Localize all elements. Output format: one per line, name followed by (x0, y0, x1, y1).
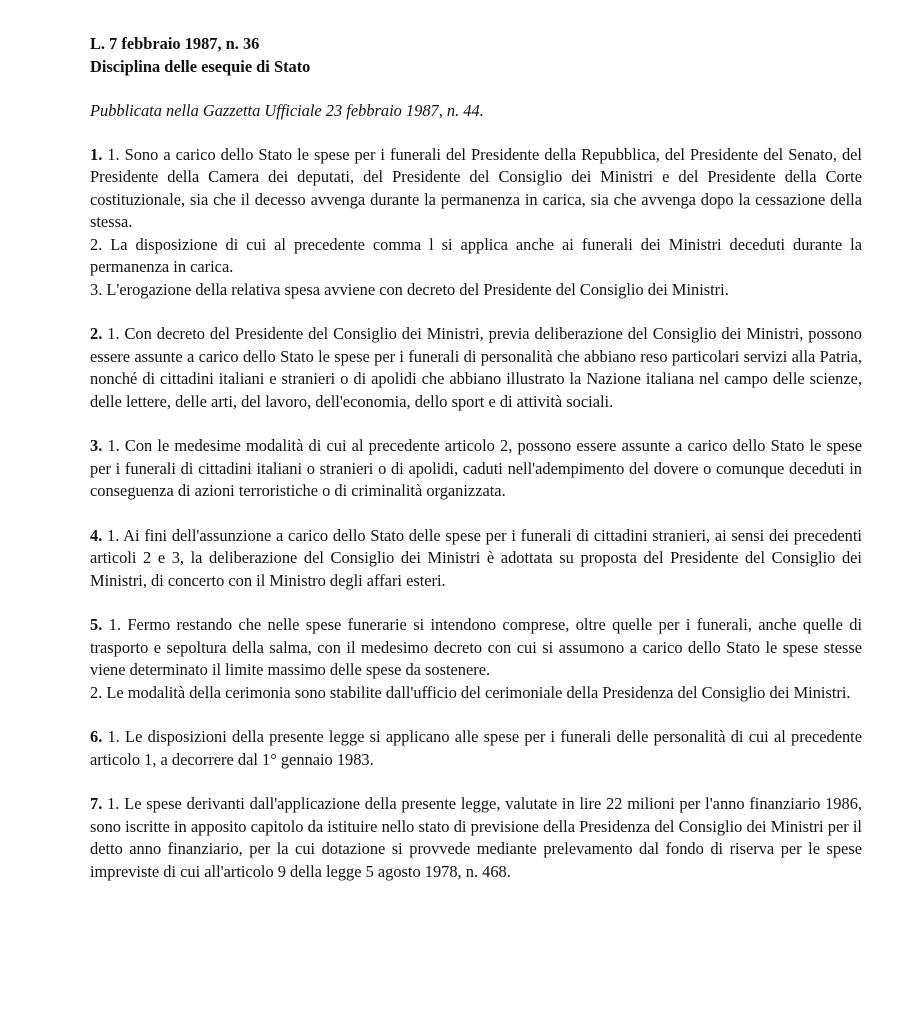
paragraph-text: 1. Con le medesime modalità di cui al precedente articolo 2, possono essere assunte a carico dello Stato le spese per i funerali di cittadini italiani o stranieri o di apolidi, caduti nell'adempimento del dovere o comunque deceduti in conseguenza di azioni terroristiche o di criminalità organizzata. (90, 436, 862, 500)
article-number: 1. (90, 144, 103, 164)
article-number: 3. (90, 436, 103, 455)
article-number: 5. (90, 615, 103, 634)
article-number: 7. (90, 794, 103, 813)
article-5-paragraph-1 (90, 614, 862, 682)
article-4-paragraph-1 (90, 525, 862, 593)
article-2-paragraph-1 (90, 323, 862, 413)
article-4 (90, 525, 862, 593)
article-7 (90, 793, 862, 883)
article-7-paragraph-1 (90, 793, 862, 883)
article-1 (90, 144, 862, 302)
law-title: Disciplina delle esequie di Stato (90, 56, 311, 76)
article-number: 6. (90, 727, 103, 746)
paragraph-text: 1. Le disposizioni della presente legge si applicano alle spese per i funerali delle personalità di cui al precedente articolo 1, a decorrere dal 1° gennaio 1983. (90, 727, 862, 769)
paragraph-text: 1. Fermo restando che nelle spese funerarie si intendono comprese, oltre quelle per i funerali, anche quelle di trasporto e sepoltura della salma, con il medesimo decreto con cui si assumono a carico dello Stato le spese stesse viene determinato il limite massimo delle spese da sostenere. (90, 615, 862, 679)
article-6 (90, 726, 862, 771)
paragraph-text: 3. L'erogazione della relativa spesa avviene con decreto del Presidente del Consiglio dei Ministri. (90, 279, 729, 299)
paragraph-text: 2. La disposizione di cui al precedente comma l si applica anche ai funerali dei Ministri deceduti durante la permanenza in carica. (90, 234, 862, 276)
article-3 (90, 435, 862, 503)
paragraph-text: 1. Sono a carico dello Stato le spese per i funerali del Presidente della Repubblica, del Presidente del Senato, del Presidente della Camera dei deputati, del Presidente del Consiglio dei Ministri e del Presidente della Corte costituzionale, sia che il decesso avvenga durante la permanenza in carica, sia che avvenga dopo la cessazione della stessa. (90, 144, 862, 231)
article-1-paragraph-3 (90, 279, 862, 302)
article-5-paragraph-2 (90, 682, 862, 705)
paragraph-text: 1. Ai fini dell'assunzione a carico dello Stato delle spese per i funerali di cittadini stranieri, ai sensi dei precedenti articoli 2 e 3, la deliberazione del Consiglio dei Ministri è adottata su proposta del Presidente del Consiglio dei Ministri, di concerto con il Ministro degli affari esteri. (90, 525, 862, 590)
article-5 (90, 614, 862, 704)
document-page (90, 33, 862, 905)
paragraph-text: 1. Le spese derivanti dall'applicazione della presente legge, valutate in lire 22 milioni per l'anno finanziario 1986, sono iscritte in apposito capitolo da istituire nello stato di previsione della Presidenza del Consiglio dei Ministri per il detto anno finanziario, per la cui dotazione si provvede mediante prelevamento dal fondo di riserva per le spese impreviste di cui all'articolo 9 della legge 5 agosto 1978, n. 468. (90, 794, 862, 881)
article-3-paragraph-1 (90, 435, 862, 503)
article-1-paragraph-1 (90, 144, 862, 234)
article-number: 4. (90, 525, 103, 545)
article-2 (90, 323, 862, 413)
paragraph-text: 2. Le modalità della cerimonia sono stabilite dall'ufficio del cerimoniale della Presidenza del Consiglio dei Ministri. (90, 682, 851, 702)
publication-note: Pubblicata nella Gazzetta Ufficiale 23 febbraio 1987, n. 44. (90, 101, 484, 120)
articles-list (90, 144, 862, 884)
article-6-paragraph-1 (90, 726, 862, 771)
law-reference: L. 7 febbraio 1987, n. 36 (90, 34, 260, 53)
article-number: 2. (90, 324, 103, 343)
paragraph-text: 1. Con decreto del Presidente del Consiglio dei Ministri, previa deliberazione del Consiglio dei Ministri, possono essere assunte a carico dello Stato le spese per i funerali di personalità che abbiano reso particolari servizi alla Patria, nonché di cittadini italiani e stranieri o di apolidi che abbiano illustrato la Nazione italiana nel campo delle scienze, delle lettere, delle arti, del lavoro, dell'economia, dello sport e di attività sociali. (90, 324, 862, 411)
article-1-paragraph-2 (90, 234, 862, 279)
